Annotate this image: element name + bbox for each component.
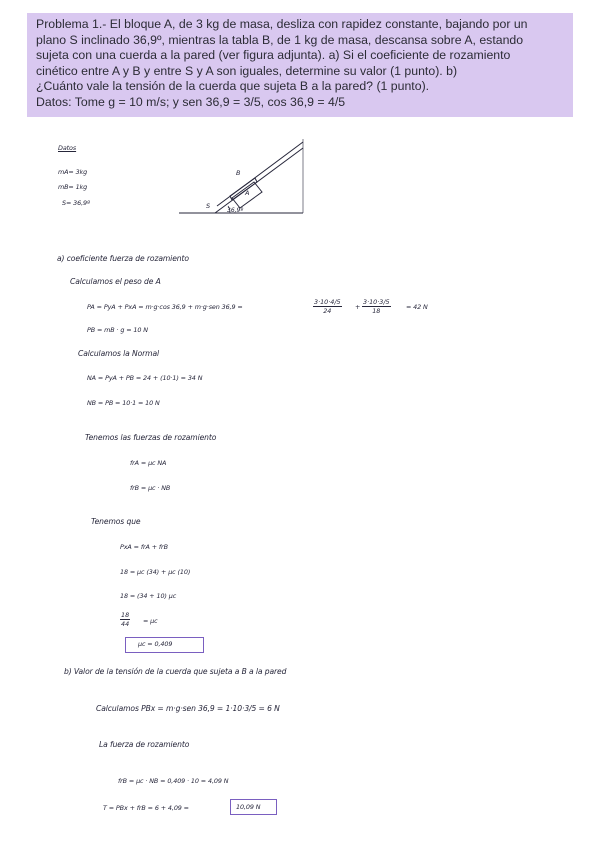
- pa-result: = 42 N: [406, 303, 428, 311]
- eq2-line: 18 = μc (34) + μc (10): [120, 568, 191, 576]
- fraction-denominator: 44: [121, 620, 130, 628]
- datos-title: Datos: [58, 144, 77, 152]
- na-line: NA = PyA + PB = 24 + (10·1) = 34 N: [87, 374, 203, 382]
- pb-line: PB = mB · g = 10 N: [87, 326, 148, 334]
- fraction-numerator: 3·10·3/5: [363, 298, 390, 306]
- fraction-numerator: 3·10·4/5: [314, 298, 341, 306]
- problem-line: plano S inclinado 36,9º, mientras la tabla B, de 1 kg de masa, descansa sobre A, estando: [36, 32, 524, 47]
- frb-b-line: frB = μc · NB = 0,409 · 10 = 4,09 N: [118, 777, 229, 785]
- problem-line: Datos: Tome g = 10 m/s; y sen 36,9 = 3/5, cos 36,9 = 4/5: [36, 94, 346, 109]
- fraction-eq4: [120, 611, 130, 628]
- fraction-pxa: [362, 298, 391, 315]
- plus-sign: +: [355, 303, 361, 311]
- inclined-plane-figure: [175, 135, 315, 220]
- datos-line: mB= 1kg: [58, 183, 88, 191]
- tension-line: T = PBx + frB = 6 + 4,09 =: [103, 804, 189, 812]
- eq4-rest: = μc: [143, 617, 158, 625]
- label-a: A: [245, 189, 250, 197]
- label-s: S: [206, 202, 211, 210]
- eq3-line: 18 = (34 + 10) μc: [120, 592, 177, 600]
- problem-line: cinético entre A y B y entre S y A son iguales, determine su valor (1 punto). b): [36, 63, 458, 78]
- incline-surface: [215, 148, 303, 213]
- tenemos-heading: Tenemos que: [91, 517, 141, 526]
- normal-heading: Calculamos la Normal: [78, 349, 160, 358]
- fuerza-heading: La fuerza de rozamiento: [99, 740, 190, 749]
- fraction-denominator: 18: [372, 307, 381, 315]
- peso-heading: Calculamos el peso de A: [70, 277, 161, 286]
- fraction-pya: [313, 298, 342, 315]
- frb-line: frB = μc · NB: [130, 484, 171, 492]
- problem-line: sujeta con una cuerda a la pared (ver figura adjunta). a) Si el coeficiente de rozamiento: [36, 48, 511, 63]
- fuerzas-heading: Tenemos las fuerzas de rozamiento: [85, 433, 217, 442]
- pa-line: PA = PyA + PxA = m·g·cos 36,9 + m·g·sen 36,9 =: [87, 303, 243, 311]
- angle-label: 36,9º: [227, 207, 244, 214]
- label-b: B: [236, 169, 241, 177]
- part-b-heading: b) Valor de la tensión de la cuerda que sujeta a B a la pared: [64, 667, 287, 676]
- datos-line: S= 36,9º: [62, 199, 90, 207]
- datos-line: mA= 3kg: [58, 168, 88, 176]
- tension-result: 10,09 N: [236, 803, 261, 811]
- fraction-numerator: 18: [121, 611, 130, 619]
- problem-line: Problema 1.- El bloque A, de 3 kg de masa, desliza con rapidez constante, bajando por un: [36, 17, 528, 31]
- problem-statement: [27, 13, 573, 117]
- result-mu: μc = 0,409: [138, 640, 173, 648]
- part-a-heading: a) coeficiente fuerza de rozamiento: [57, 254, 189, 263]
- fraction-denominator: 24: [323, 307, 332, 315]
- pbx-line: Calculamos PBx = m·g·sen 36,9 = 1·10·3/5 = 6 N: [96, 704, 280, 713]
- eq1-line: PxA = frA + frB: [120, 543, 168, 551]
- nb-line: NB = PB = 10·1 = 10 N: [87, 399, 160, 407]
- problem-line: ¿Cuánto vale la tensión de la cuerda que sujeta B a la pared? (1 punto).: [36, 79, 430, 94]
- fra-line: frA = μc NA: [130, 459, 167, 467]
